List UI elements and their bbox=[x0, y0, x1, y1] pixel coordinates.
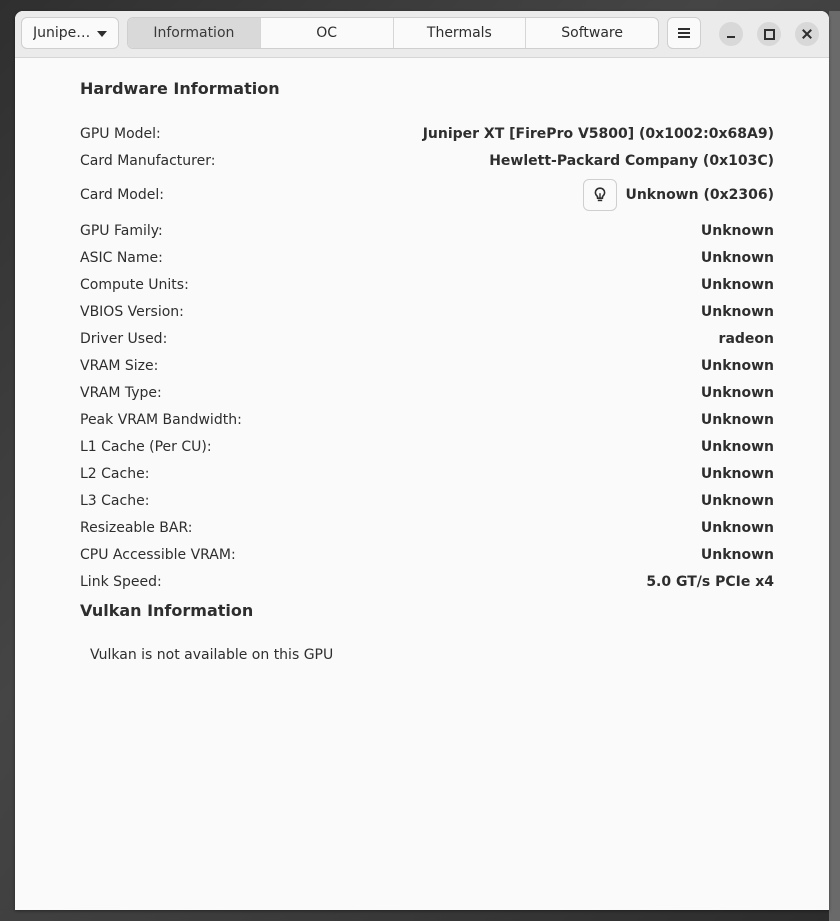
row-value: Unknown bbox=[700, 519, 774, 536]
info-row-l3-cache bbox=[80, 487, 774, 514]
row-value: Unknown bbox=[700, 276, 774, 293]
row-label: Card Model: bbox=[80, 186, 164, 203]
row-label: GPU Family: bbox=[80, 222, 163, 239]
row-label: L2 Cache: bbox=[80, 465, 150, 482]
row-label: VBIOS Version: bbox=[80, 303, 184, 320]
row-value: Juniper XT [FirePro V5800] (0x1002:0x68A9) bbox=[422, 125, 774, 142]
info-row-vbios-version bbox=[80, 298, 774, 325]
row-label: VRAM Size: bbox=[80, 357, 159, 374]
maximize-icon bbox=[764, 29, 775, 40]
row-label: L1 Cache (Per CU): bbox=[80, 438, 212, 455]
information-page bbox=[15, 58, 829, 910]
row-label: CPU Accessible VRAM: bbox=[80, 546, 236, 563]
info-row-card-manufacturer bbox=[80, 147, 774, 174]
row-label: GPU Model: bbox=[80, 125, 161, 142]
info-row-card-model bbox=[80, 174, 774, 215]
row-label: Link Speed: bbox=[80, 573, 162, 590]
lightbulb-button[interactable] bbox=[583, 179, 617, 211]
close-icon bbox=[802, 29, 812, 39]
gpu-selector-dropdown[interactable] bbox=[21, 17, 119, 49]
info-row-vram-type bbox=[80, 379, 774, 406]
info-row-vram-size bbox=[80, 352, 774, 379]
row-label: L3 Cache: bbox=[80, 492, 150, 509]
close-button[interactable] bbox=[795, 22, 819, 46]
maximize-button[interactable] bbox=[757, 22, 781, 46]
info-row-peak-vram-bandwidth bbox=[80, 406, 774, 433]
info-row-compute-units bbox=[80, 271, 774, 298]
minimize-button[interactable] bbox=[719, 22, 743, 46]
info-row-link-speed bbox=[80, 568, 774, 595]
info-row-driver-used bbox=[80, 325, 774, 352]
row-label: Peak VRAM Bandwidth: bbox=[80, 411, 242, 428]
row-label: VRAM Type: bbox=[80, 384, 162, 401]
row-value: Unknown bbox=[700, 384, 774, 401]
info-row-resizeable-bar bbox=[80, 514, 774, 541]
app-window bbox=[15, 11, 829, 910]
row-value: Unknown bbox=[700, 492, 774, 509]
row-value: Unknown bbox=[700, 546, 774, 563]
tab-oc[interactable]: OC bbox=[260, 18, 393, 48]
main-menu-button[interactable] bbox=[667, 17, 701, 49]
row-value: Hewlett-Packard Company (0x103C) bbox=[489, 152, 774, 169]
tab-information[interactable]: Information bbox=[128, 18, 260, 48]
row-value: Unknown bbox=[700, 222, 774, 239]
row-value: Unknown bbox=[700, 249, 774, 266]
info-row-asic-name bbox=[80, 244, 774, 271]
row-label: Driver Used: bbox=[80, 330, 168, 347]
view-switcher bbox=[127, 17, 659, 49]
row-label: Compute Units: bbox=[80, 276, 189, 293]
chevron-down-icon bbox=[97, 31, 107, 37]
row-value-group bbox=[583, 179, 774, 211]
row-value: Unknown bbox=[700, 411, 774, 428]
hamburger-icon bbox=[678, 28, 690, 38]
vulkan-section-title: Vulkan Information bbox=[80, 601, 254, 620]
row-value: Unknown (0x2306) bbox=[625, 186, 774, 203]
tab-thermals[interactable]: Thermals bbox=[393, 18, 526, 48]
row-value: Unknown bbox=[700, 438, 774, 455]
header-bar bbox=[15, 11, 829, 58]
row-value: Unknown bbox=[700, 303, 774, 320]
row-value: Unknown bbox=[700, 357, 774, 374]
info-row-l1-cache bbox=[80, 433, 774, 460]
row-label: ASIC Name: bbox=[80, 249, 163, 266]
vulkan-status-message: Vulkan is not available on this GPU bbox=[90, 647, 334, 663]
info-row-l2-cache bbox=[80, 460, 774, 487]
row-value: 5.0 GT/s PCIe x4 bbox=[646, 573, 774, 590]
info-row-gpu-model bbox=[80, 120, 774, 147]
row-value: Unknown bbox=[700, 465, 774, 482]
desktop-edge bbox=[829, 11, 840, 921]
info-row-gpu-family bbox=[80, 217, 774, 244]
gpu-selector-label: Junipe… bbox=[33, 25, 91, 41]
row-value: radeon bbox=[718, 330, 774, 347]
tab-software[interactable]: Software bbox=[525, 18, 658, 48]
row-label: Card Manufacturer: bbox=[80, 152, 216, 169]
hardware-section-title: Hardware Information bbox=[80, 79, 280, 98]
minimize-icon bbox=[727, 36, 735, 38]
info-row-cpu-accessible-vram bbox=[80, 541, 774, 568]
lightbulb-icon bbox=[594, 187, 606, 203]
row-label: Resizeable BAR: bbox=[80, 519, 193, 536]
